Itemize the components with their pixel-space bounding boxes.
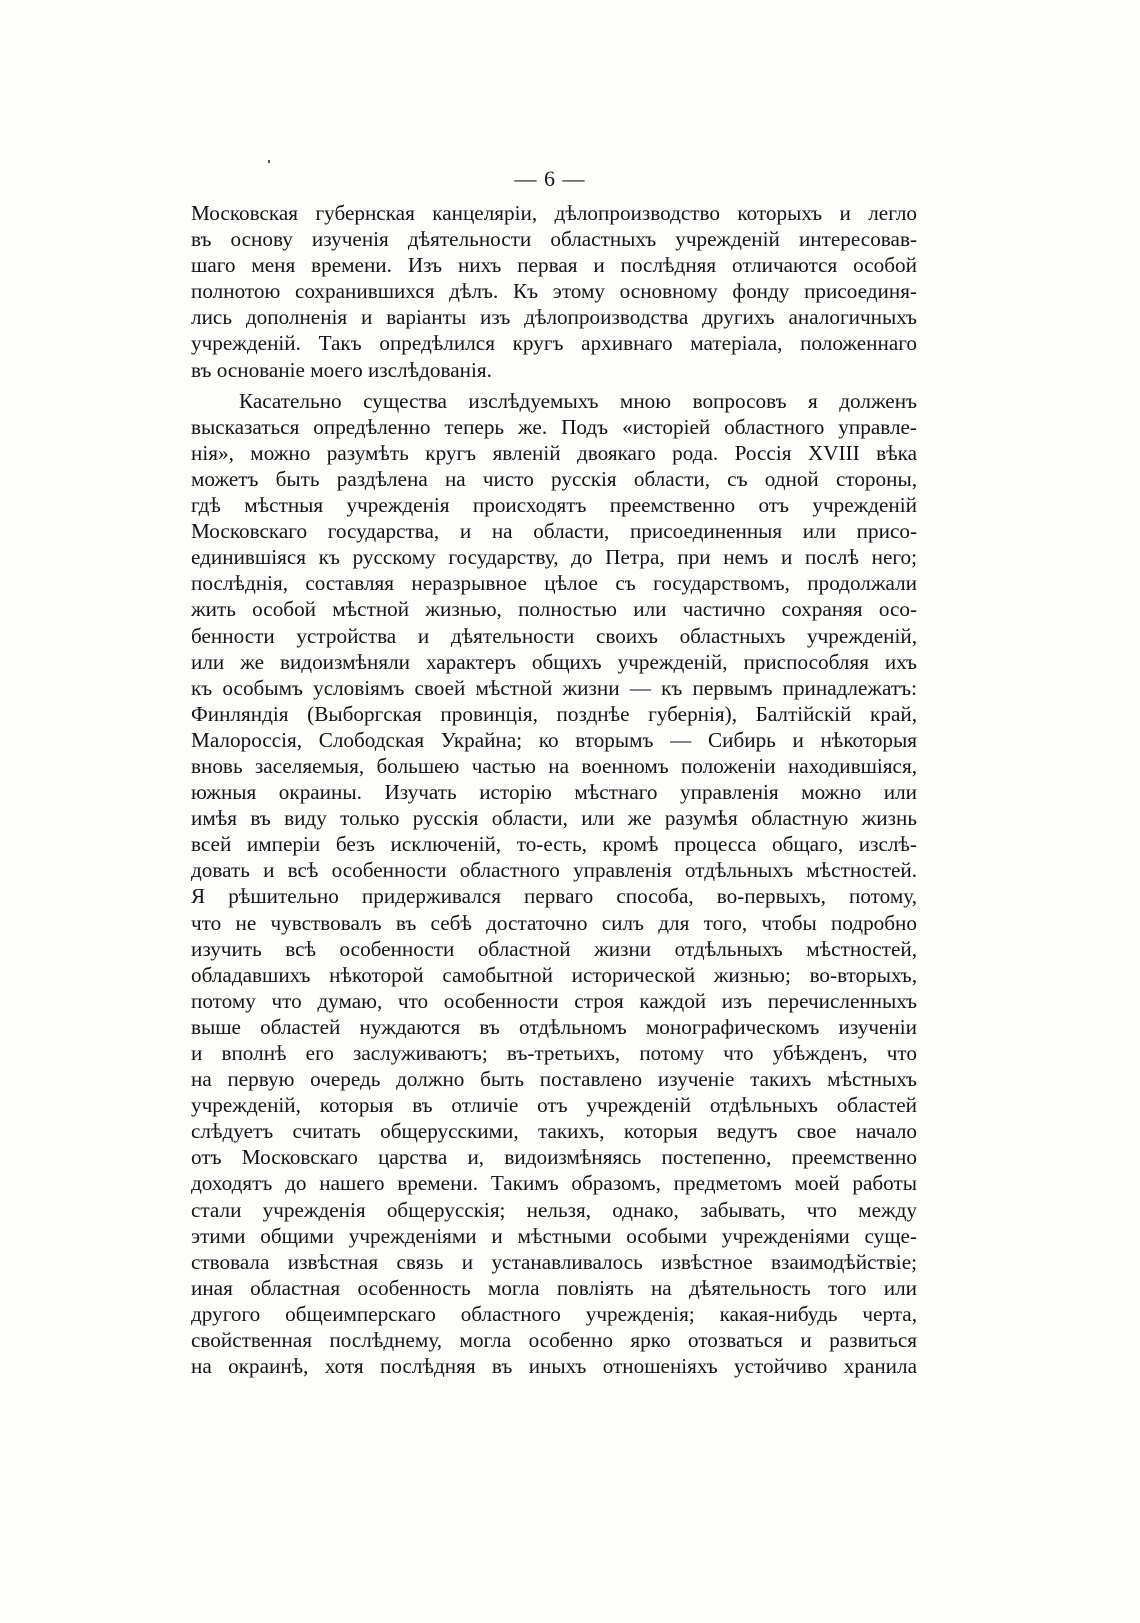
text-line: Московская губернская канцеляріи, дѣлопроизводство которыхъ и легло [191, 201, 917, 225]
text-line: доходятъ до нашего времени. Такимъ образомъ, предметомъ моей работы [191, 1171, 917, 1196]
text-line: потому что думаю, что особенности строя каждой изъ перечисленныхъ [191, 988, 917, 1013]
text-line: послѣднія, составляя неразрывное цѣлое съ государствомъ, продолжали [191, 571, 917, 596]
text-line: шаго меня времени. Изъ нихъ первая и послѣдняя отличаются особой [191, 253, 917, 278]
text-line: Касательно существа изслѣдуемыхъ мною вопросовъ я долженъ [239, 388, 917, 413]
text-line: учрежденій, которыя въ отличіе отъ учрежденій отдѣльныхъ областей [191, 1093, 917, 1118]
text-line: на первую очередь должно быть поставлено изученіе такихъ мѣстныхъ [191, 1067, 917, 1092]
text-line: единившіяся къ русскому государству, до Петра, при немъ и послѣ него; [191, 545, 917, 570]
text-line: Я рѣшительно придерживался перваго способа, во-первыхъ, потому, [191, 884, 917, 909]
text-line: изучить всѣ особенности областной жизни отдѣльныхъ мѣстностей, [191, 936, 917, 961]
text-line: стали учрежденія общерусскія; нельзя, однако, забывать, что между [191, 1197, 917, 1222]
text-line: къ особымъ условіямъ своей мѣстной жизни — къ первымъ принадлежатъ: [191, 675, 917, 700]
text-line: выше областей нуждаются въ отдѣльномъ монографическомъ изученіи [191, 1014, 917, 1039]
text-line: на окраинѣ, хотя послѣдняя въ иныхъ отношеніяхъ устойчиво хранила [191, 1354, 917, 1379]
text-line: гдѣ мѣстныя учрежденія происходятъ преемственно отъ учрежденій [191, 493, 917, 518]
text-line: въ основаніе моего изслѣдованія. [191, 357, 492, 382]
text-line: свойственная послѣднему, могла особенно ярко отозваться и развиться [191, 1328, 917, 1353]
paragraph [191, 200, 917, 383]
text-line: Малороссія, Слободская Украйна; ко вторымъ — Сибирь и нѣкоторыя [191, 727, 917, 752]
text-line: бенности устройства и дѣятельности своихъ областныхъ учрежденій, [191, 623, 917, 648]
text-line: ствовала извѣстная связь и устанавливалось извѣстное взаимодѣйствіе; [191, 1249, 917, 1274]
paragraph [191, 388, 917, 1380]
text-line: лись дополненія и варіанты изъ дѣлопроизводства другихъ аналогичныхъ [191, 305, 917, 330]
text-line: и вполнѣ его заслуживаютъ; въ-третьихъ, потому что убѣжденъ, что [191, 1041, 917, 1065]
text-line: полнотою сохранившихся дѣлъ. Къ этому основному фонду присоединя- [191, 279, 917, 304]
text-line: другого общеимперскаго областного учрежденія; какая-нибудь черта, [191, 1301, 917, 1326]
text-line: что не чувствовалъ въ себѣ достаточно силъ для того, чтобы подробно [191, 910, 917, 935]
text-line: обладавшихъ нѣкоторой самобытной исторической жизнью; во-вторыхъ, [191, 962, 917, 987]
ink-speck [268, 160, 270, 163]
text-line: или же видоизмѣняли характеръ общихъ учрежденій, приспособляя ихъ [191, 649, 917, 674]
page-number: — 6 — [514, 166, 586, 191]
text-line: имѣя въ виду только русскія области, или же разумѣя областную жизнь [191, 806, 917, 831]
text-line: южныя окраины. Изучать исторію мѣстнаго управленія можно или [191, 780, 917, 805]
text-line: слѣдуетъ считать общерусскими, такихъ, которыя ведутъ свое начало [191, 1119, 917, 1144]
text-line: въ основу изученія дѣятельности областныхъ учрежденій интересовав- [191, 227, 917, 252]
text-line: нія», можно разумѣть кругъ явленій двоякаго рода. Россія XVIII вѣка [191, 440, 917, 465]
text-line: всей имперіи безъ исключеній, то-есть, кромѣ процесса общаго, изслѣ- [191, 832, 917, 857]
text-line: можетъ быть раздѣлена на чисто русскія области, съ одной стороны, [191, 466, 917, 491]
text-line: этими общими учрежденіями и мѣстными особыми учрежденіями суще- [191, 1223, 917, 1248]
text-line: иная областная особенность могла повліять на дѣятельность того или [191, 1275, 917, 1300]
text-line: Финляндія (Выборгская провинція, позднѣе губернія), Балтійскій край, [191, 701, 917, 726]
text-line: жить особой мѣстной жизнью, полностью или частично сохраняя осо- [191, 597, 917, 622]
text-line: вновь заселяемыя, большею частью на военномъ положеніи находившіяся, [191, 753, 917, 778]
text-line: Московскаго государства, и на области, присоединенныя или присо- [191, 519, 917, 544]
text-line: отъ Московскаго царства и, видоизмѣняясь постепенно, преемственно [191, 1145, 917, 1170]
text-line: высказаться опредѣленно теперь же. Подъ «исторіей областного управле- [191, 414, 917, 439]
text-line: учрежденій. Такъ опредѣлился кругъ архивнаго матеріала, положеннаго [191, 331, 917, 356]
body-text [191, 200, 917, 1379]
text-line: довать и всѣ особенности областного управленія отдѣльныхъ мѣстностей. [191, 858, 917, 883]
